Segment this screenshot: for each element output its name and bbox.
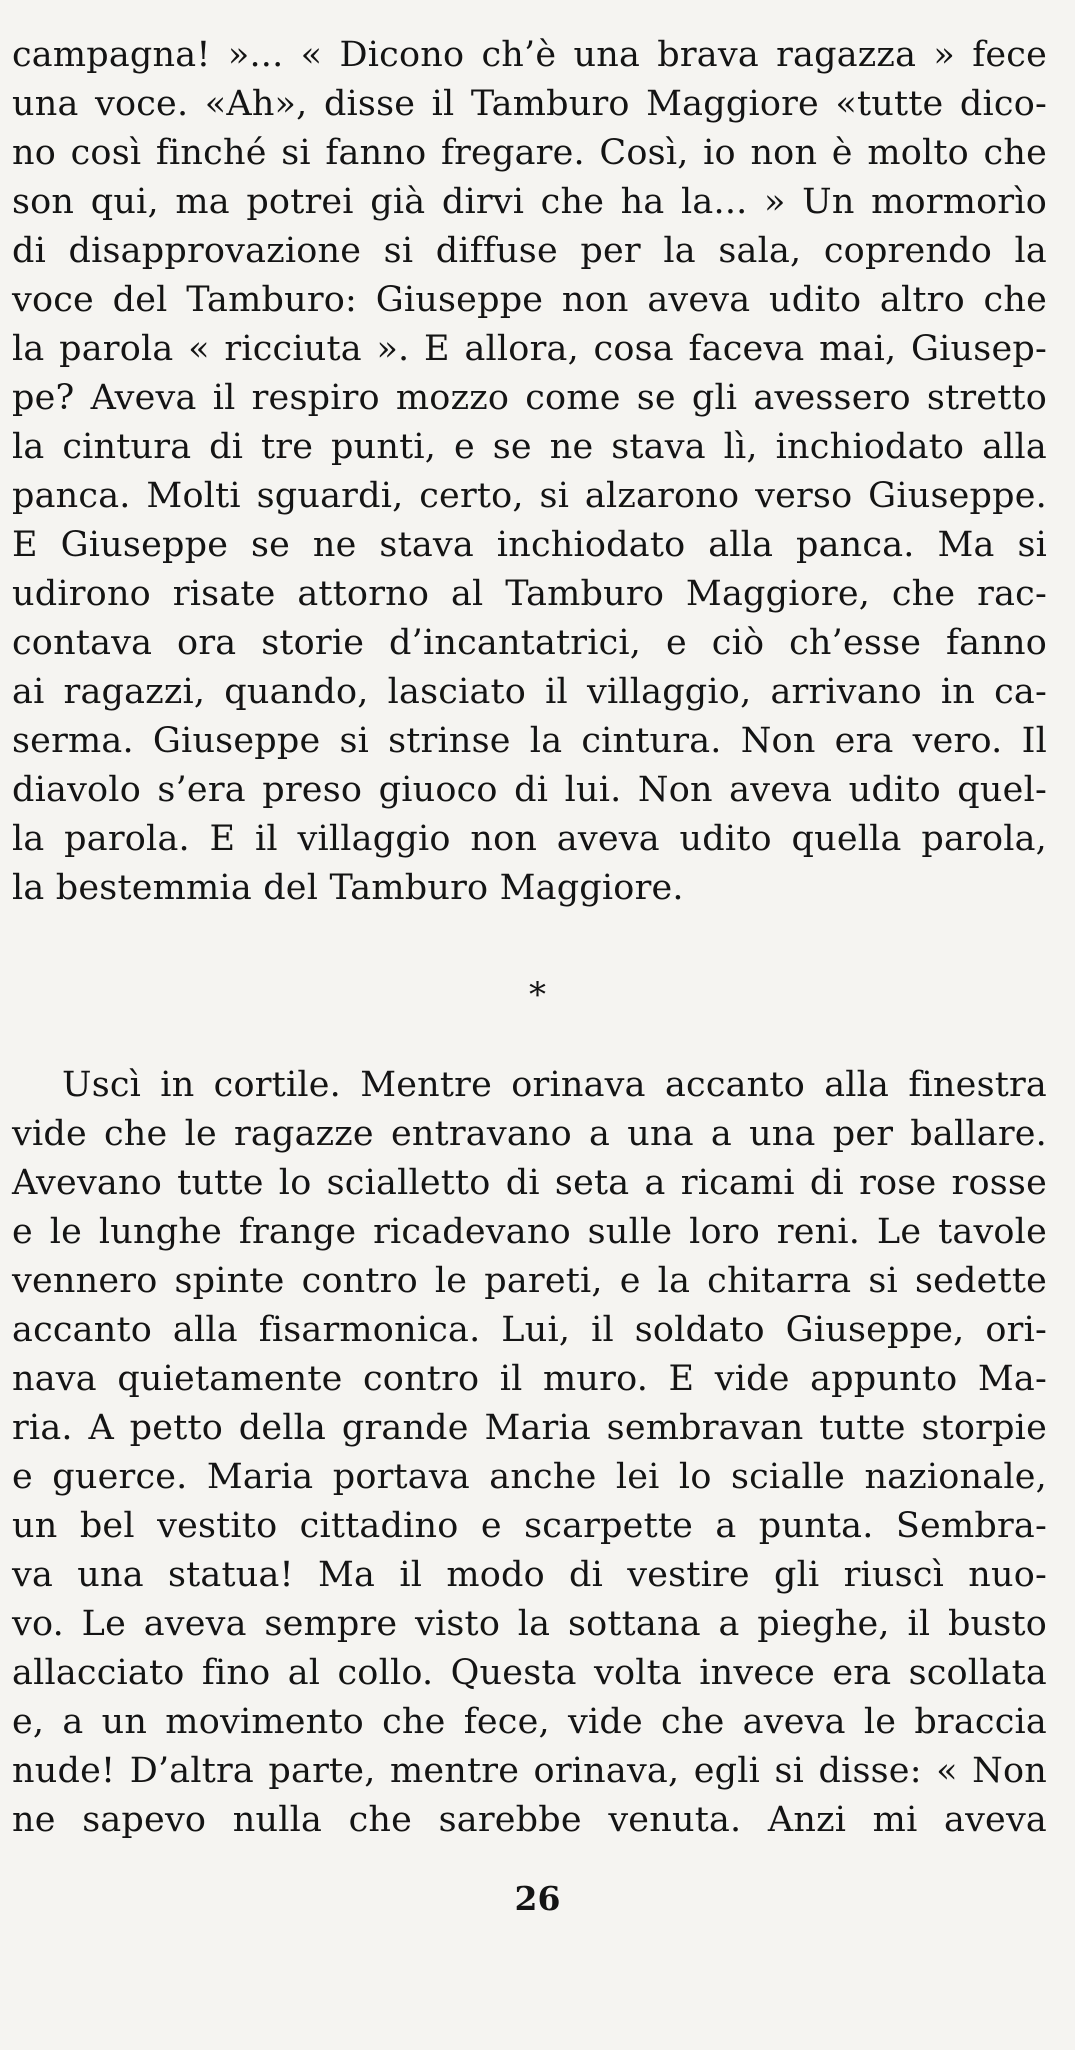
- text-line: vo. Le aveva sempre visto la sottana a pieghe, il busto: [12, 1604, 1047, 1644]
- text-line: accanto alla fisarmonica. Lui, il soldato Giuseppe, ori-: [12, 1310, 1047, 1350]
- text-line: la parola « ricciuta ». E allora, cosa faceva mai, Giusep-: [12, 329, 1047, 369]
- text-line: allacciato fino al collo. Questa volta invece era scollata: [12, 1653, 1047, 1693]
- text-line: pe? Aveva il respiro mozzo come se gli avessero stretto: [12, 378, 1047, 418]
- text-line: di disapprovazione si diffuse per la sala, coprendo la: [12, 231, 1047, 271]
- text-line: campagna! »... « Dicono ch’è una brava ragazza » fece: [12, 35, 1047, 75]
- text-line: la cintura di tre punti, e se ne stava lì, inchiodato alla: [12, 427, 1047, 467]
- text-line: son qui, ma potrei già dirvi che ha la... » Un mormorìo: [12, 182, 1047, 222]
- text-line: nava quietamente contro il muro. E vide appunto Ma-: [12, 1359, 1047, 1399]
- text-line: udirono risate attorno al Tamburo Maggiore, che rac-: [12, 574, 1047, 614]
- text-line: panca. Molti sguardi, certo, si alzarono verso Giuseppe.: [12, 476, 1047, 516]
- text-line: e guerce. Maria portava anche lei lo scialle nazionale,: [12, 1457, 1047, 1497]
- text-line: va una statua! Ma il modo di vestire gli riuscì nuo-: [12, 1555, 1047, 1595]
- text-line: voce del Tamburo: Giuseppe non aveva udito altro che: [12, 280, 1047, 320]
- page-number: 26: [514, 1879, 561, 1918]
- text-line: serma. Giuseppe si strinse la cintura. Non era vero. Il: [12, 721, 1047, 761]
- text-line: vide che le ragazze entravano a una a una per ballare.: [12, 1114, 1047, 1154]
- text-line: diavolo s’era preso giuoco di lui. Non aveva udito quel-: [12, 770, 1047, 810]
- text-line: ne sapevo nulla che sarebbe venuta. Anzi mi aveva: [12, 1800, 1047, 1840]
- text-line: contava ora storie d’incantatrici, e ciò ch’esse fanno: [12, 623, 1047, 663]
- text-line: Avevano tutte lo scialletto di seta a ricami di rose rosse: [12, 1163, 1047, 1203]
- text-line: la parola. E il villaggio non aveva udito quella parola,: [12, 819, 1047, 859]
- text-line: no così finché si fanno fregare. Così, io non è molto che: [12, 133, 1047, 173]
- text-line: ria. A petto della grande Maria sembravan tutte storpie: [12, 1408, 1047, 1448]
- text-line: nude! D’altra parte, mentre orinava, egli si disse: « Non: [12, 1751, 1047, 1791]
- text-line: ai ragazzi, quando, lasciato il villaggio, arrivano in ca-: [12, 672, 1047, 712]
- text-line: una voce. «Ah», disse il Tamburo Maggiore «tutte dico-: [12, 84, 1047, 124]
- section-separator: *: [529, 975, 546, 1015]
- text-line: Uscì in cortile. Mentre orinava accanto alla finestra: [62, 1065, 1047, 1105]
- text-line: un bel vestito cittadino e scarpette a punta. Sembra-: [12, 1506, 1047, 1546]
- text-line: la bestemmia del Tamburo Maggiore.: [12, 868, 684, 908]
- text-line: E Giuseppe se ne stava inchiodato alla panca. Ma si: [12, 525, 1047, 565]
- text-line: vennero spinte contro le pareti, e la chitarra si sedette: [12, 1261, 1047, 1301]
- text-line: e, a un movimento che fece, vide che aveva le braccia: [12, 1702, 1047, 1742]
- text-line: e le lunghe frange ricadevano sulle loro reni. Le tavole: [12, 1212, 1047, 1252]
